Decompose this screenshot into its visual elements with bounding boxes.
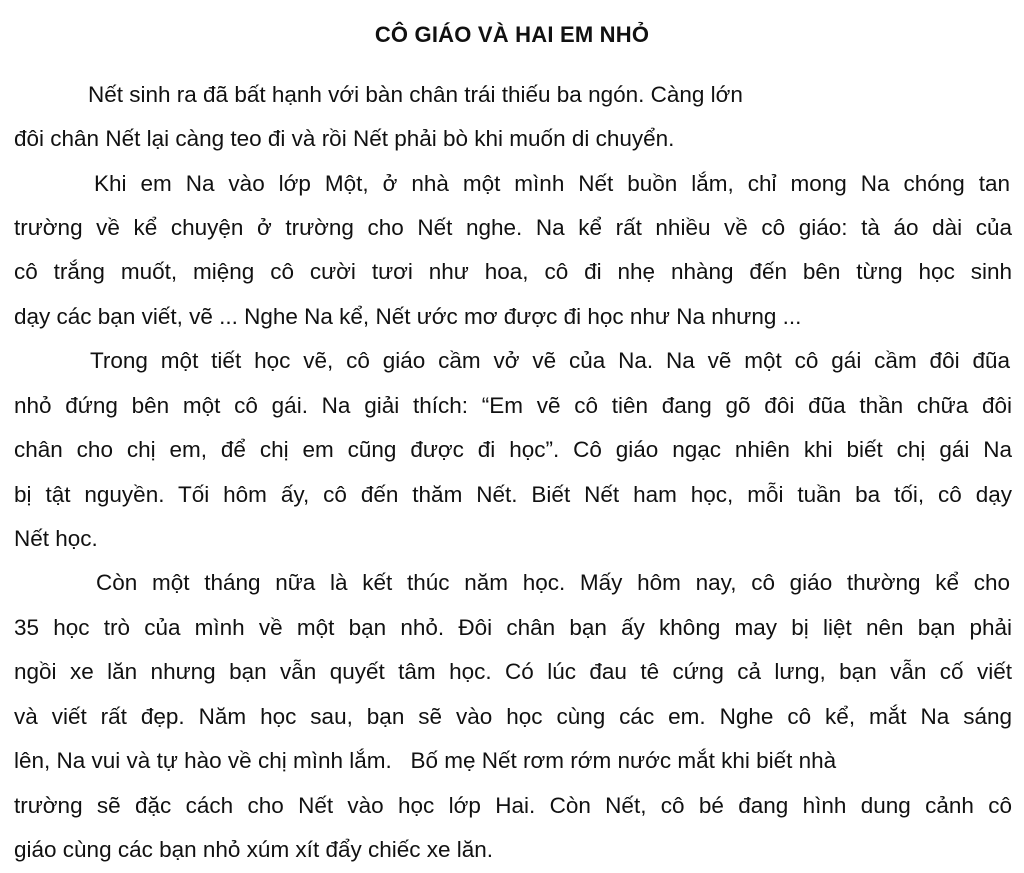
text-line: Trong một tiết học vẽ, cô giáo cầm vở vẽ của Na. Na vẽ một cô gái cầm đôi đũa bbox=[90, 348, 1010, 373]
text-line: lên, Na vui và tự hào về chị mình lắm. Bố mẹ Nết rơm rớm nước mắt khi biết nhà bbox=[14, 748, 837, 773]
text-line: dạy các bạn viết, vẽ ... Nghe Na kể, Nết ước mơ được đi học như Na nhưng ... bbox=[14, 304, 802, 329]
text-line: và viết rất đẹp. Năm học sau, bạn sẽ vào học cùng các em. Nghe cô kể, mắt Na sáng bbox=[14, 704, 1012, 729]
text-line: Nết học. bbox=[14, 526, 98, 551]
text-line: trường sẽ đặc cách cho Nết vào học lớp Hai. Còn Nết, cô bé đang hình dung cảnh cô bbox=[14, 793, 1012, 818]
document-title: CÔ GIÁO VÀ HAI EM NHỎ bbox=[374, 22, 650, 47]
text-line: ngồi xe lăn nhưng bạn vẫn quyết tâm học. Có lúc đau tê cứng cả lưng, bạn vẫn cố viết bbox=[14, 659, 1012, 684]
text-line: cô trắng muốt, miệng cô cười tươi như hoa, cô đi nhẹ nhàng đến bên từng học sinh bbox=[14, 259, 1012, 284]
text-line: Còn một tháng nữa là kết thúc năm học. Mấy hôm nay, cô giáo thường kể cho bbox=[96, 570, 1010, 595]
text-line: đôi chân Nết lại càng teo đi và rồi Nết phải bò khi muốn di chuyển. bbox=[14, 126, 675, 151]
text-line: chân cho chị em, để chị em cũng được đi học”. Cô giáo ngạc nhiên khi biết chị gái Na bbox=[14, 437, 1012, 462]
text-line: trường về kể chuyện ở trường cho Nết nghe. Na kể rất nhiều về cô giáo: tà áo dài của bbox=[14, 215, 1012, 240]
text-line: 35 học trò của mình về một bạn nhỏ. Đôi chân bạn ấy không may bị liệt nên bạn phải bbox=[14, 615, 1012, 640]
text-line: Khi em Na vào lớp Một, ở nhà một mình Nết buồn lắm, chỉ mong Na chóng tan bbox=[94, 171, 1010, 196]
text-line: nhỏ đứng bên một cô gái. Na giải thích: “Em vẽ cô tiên đang gõ đôi đũa thần chữa đôi bbox=[14, 393, 1012, 418]
text-line: bị tật nguyền. Tối hôm ấy, cô đến thăm Nết. Biết Nết ham học, mỗi tuần ba tối, cô dạy bbox=[14, 482, 1012, 507]
text-line: giáo cùng các bạn nhỏ xúm xít đẩy chiếc xe lăn. bbox=[14, 837, 494, 862]
text-line: Nết sinh ra đã bất hạnh với bàn chân trái thiếu ba ngón. Càng lớn bbox=[88, 82, 743, 107]
